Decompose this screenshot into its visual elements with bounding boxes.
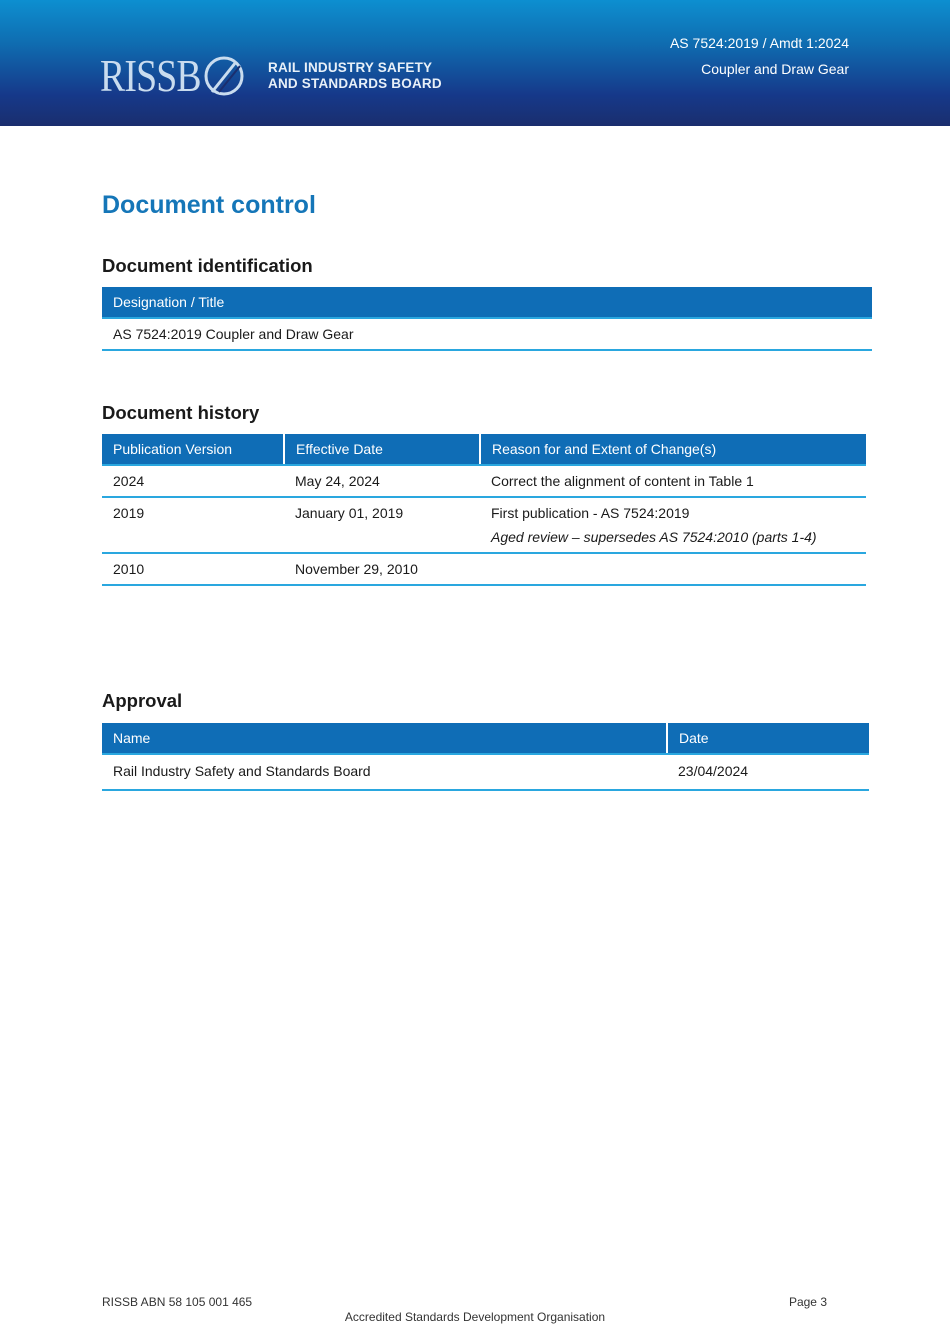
history-table — [102, 434, 866, 586]
history-reason — [480, 553, 866, 585]
header-standard-subject: Coupler and Draw Gear — [701, 61, 849, 77]
identification-header-row — [102, 287, 872, 318]
table-row — [102, 318, 872, 350]
identification-table — [102, 287, 872, 351]
history-version: 2024 — [102, 465, 284, 497]
board-name-line1: RAIL INDUSTRY SAFETY — [268, 60, 433, 75]
history-date: November 29, 2010 — [284, 553, 480, 585]
approval-date: 23/04/2024 — [667, 754, 869, 790]
history-reason: Correct the alignment of content in Table 1 — [480, 465, 866, 497]
history-reason: First publication - AS 7524:2019 — [491, 505, 690, 521]
reason-column-header: Reason for and Extent of Change(s) — [480, 434, 866, 465]
approval-heading: Approval — [102, 690, 183, 711]
board-name-line2: AND STANDARDS BOARD — [268, 76, 442, 91]
header-standard-number: AS 7524:2019 / Amdt 1:2024 — [669, 35, 849, 51]
logo-wordmark: RISSB — [100, 50, 201, 101]
logo-board-name — [268, 60, 442, 92]
approval-header-row — [102, 723, 869, 754]
footer-accreditation: Accredited Standards Development Organisation — [344, 1310, 606, 1324]
table-row — [102, 465, 866, 497]
history-reason-note: Aged review – supersedes AS 7524:2010 (parts 1-4) — [491, 529, 817, 545]
table-row — [102, 553, 866, 585]
table-row — [102, 497, 866, 553]
history-reason-cell — [480, 497, 866, 553]
page-title: Document control — [102, 191, 316, 219]
approval-name: Rail Industry Safety and Standards Board — [102, 754, 667, 790]
designation-value: AS 7524:2019 Coupler and Draw Gear — [102, 318, 872, 350]
version-column-header: Publication Version — [102, 434, 284, 465]
date-column-header: Effective Date — [284, 434, 480, 465]
header-document-info — [670, 30, 849, 82]
table-row — [102, 754, 869, 790]
page-header — [0, 0, 950, 126]
rissb-emblem-icon — [202, 54, 246, 98]
approval-date-column-header: Date — [667, 723, 869, 754]
page-number: Page 3 — [788, 1295, 827, 1309]
history-heading: Document history — [102, 402, 260, 423]
history-version: 2019 — [102, 497, 284, 553]
identification-heading: Document identification — [102, 255, 313, 276]
history-date: May 24, 2024 — [284, 465, 480, 497]
designation-column-header: Designation / Title — [102, 287, 872, 318]
history-header-row — [102, 434, 866, 465]
footer-abn: RISSB ABN 58 105 001 465 — [102, 1295, 253, 1309]
name-column-header: Name — [102, 723, 667, 754]
history-date: January 01, 2019 — [284, 497, 480, 553]
approval-table — [102, 723, 869, 791]
rissb-logo — [100, 50, 442, 102]
history-version: 2010 — [102, 553, 284, 585]
